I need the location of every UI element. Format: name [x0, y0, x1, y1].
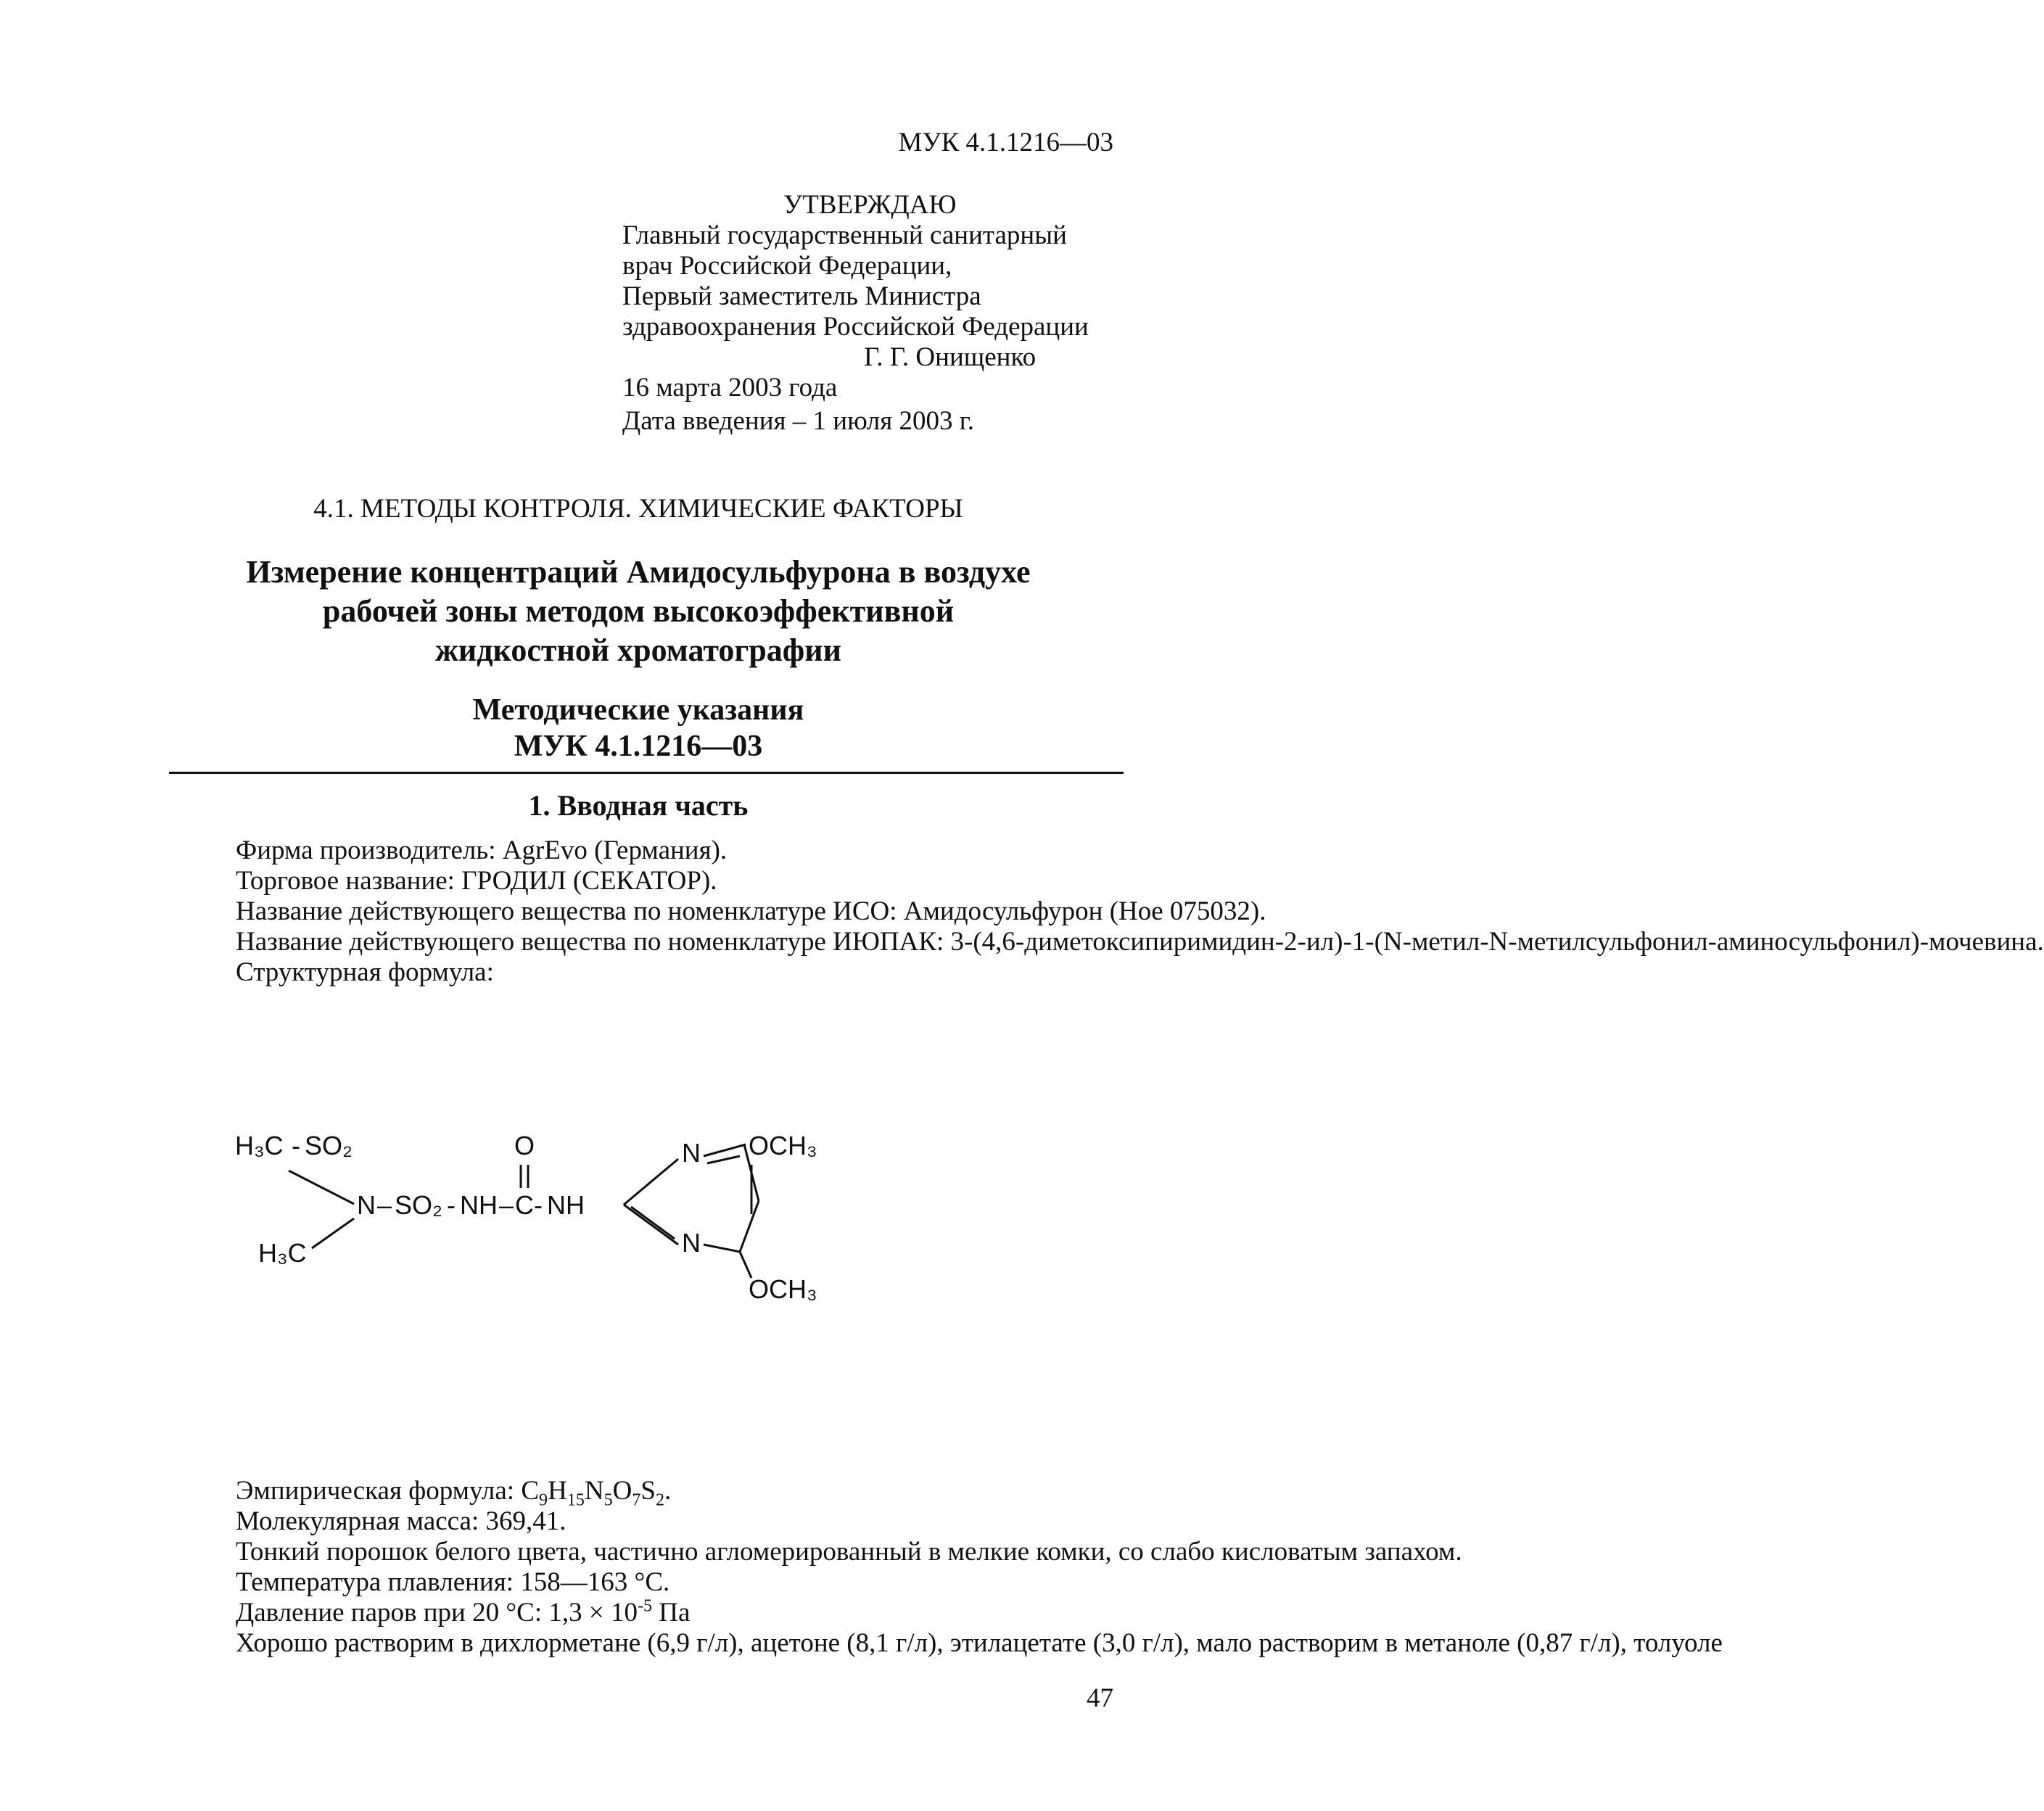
formula-dash: -: [447, 1190, 456, 1220]
appearance-paragraph: Тонкий порошок белого цвета, частично агломерированный в мелкие комки, со слабо кисловатым запахом.: [236, 1537, 1462, 1567]
subtitle-line: Методические указания: [472, 693, 804, 727]
empirical-end: .: [664, 1476, 672, 1506]
intro-heading: 1. Вводная часть: [528, 789, 749, 822]
title-line: жидкостной хроматографии: [435, 632, 841, 668]
approval-signatory: Г. Г. Онищенко: [864, 342, 1037, 372]
document-subtitle: [0, 692, 1277, 764]
iso-name-paragraph: Название действующего вещества по номенклатуре ИСО: Амидосульфурон (Hoe 075032).: [236, 896, 1266, 926]
empirical-element: C: [521, 1476, 540, 1506]
empirical-element: H: [548, 1476, 567, 1506]
formula-n-ring-top: N: [682, 1138, 701, 1168]
vapor-pressure-unit: Па: [652, 1598, 691, 1628]
empirical-element: N: [584, 1476, 604, 1506]
empirical-label: Эмпирическая формула:: [236, 1476, 522, 1506]
approval-position-line: врач Российской Федерации,: [622, 251, 952, 281]
empirical-count: 7: [632, 1490, 641, 1510]
empirical-element: O: [612, 1476, 632, 1506]
formula-dash: –: [499, 1190, 514, 1220]
title-line: Измерение концентраций Амидосульфурона в воздухе: [246, 554, 1031, 590]
approval-position-line: Главный государственный санитарный: [622, 220, 1067, 250]
formula-so2-mid: SO₂: [395, 1190, 442, 1220]
iupac-name-paragraph: Название действующего вещества по номенклатуре ИЮПАК: 3-(4,6-диметоксипиримидин-2-ил)-1-(N-метил-N-метилсульфонил-аминосульфонил)-мочевина.: [236, 927, 2044, 957]
page-number: 47: [1087, 1683, 1113, 1713]
properties-block: [169, 1476, 1723, 1659]
vapor-pressure-exponent: -5: [637, 1596, 653, 1616]
effective-date: Дата введения – 1 июля 2003 г.: [622, 406, 975, 436]
empirical-element: S: [640, 1476, 656, 1506]
document-code: МУК 4.1.1216—03: [898, 128, 1113, 157]
empirical-count: 2: [655, 1490, 664, 1510]
empirical-count: 5: [603, 1490, 613, 1510]
formula-h3c-top: H₃C: [235, 1131, 284, 1160]
formula-h3c-bottom: H₃C: [258, 1238, 307, 1268]
empirical-formula: [169, 1476, 1124, 1510]
trade-name-paragraph: Торговое название: ГРОДИЛ (СЕКАТОР).: [236, 866, 717, 896]
header-divider: [169, 772, 1124, 774]
approval-position-line: здравоохранения Российской Федерации: [622, 312, 1089, 342]
formula-n-left: N: [357, 1190, 376, 1220]
approval-block: [622, 190, 1089, 437]
approval-stamp: УТВЕРЖДАЮ: [783, 190, 957, 220]
formula-dash: –: [377, 1190, 392, 1220]
formula-c-center: C: [515, 1190, 534, 1220]
empirical-count: 9: [539, 1490, 548, 1510]
title-line: рабочей зоны методом высокоэффективной: [322, 593, 955, 629]
structural-formula-label: Структурная формула:: [236, 957, 494, 987]
formula-och3-bottom: OCH₃: [749, 1274, 817, 1304]
structural-formula-diagram: [232, 1129, 885, 1310]
formula-nh-1: NH: [460, 1190, 498, 1220]
empirical-count: 15: [566, 1490, 585, 1510]
formula-dash: -: [534, 1190, 543, 1220]
melting-point: Температура плавления: 158—163 °С.: [236, 1567, 670, 1597]
formula-och3-top: OCH₃: [749, 1131, 817, 1160]
approval-position-line: Первый заместитель Министра: [622, 281, 981, 311]
vapor-pressure: [169, 1598, 1124, 1628]
intro-text-block: [169, 836, 2044, 988]
formula-nh-2: NH: [547, 1190, 585, 1220]
vapor-pressure-text: Давление паров при 20 °С: 1,3 × 10: [236, 1598, 638, 1628]
document-title: [0, 553, 1277, 670]
formula-dash: -: [292, 1131, 300, 1160]
subtitle-line: МУК 4.1.1216—03: [514, 730, 763, 763]
formula-n-ring-bottom: N: [682, 1228, 701, 1258]
approval-date: 16 марта 2003 года: [622, 373, 838, 403]
formula-o-top: O: [514, 1131, 535, 1160]
solubility-paragraph: Хорошо растворим в дихлорметане (6,9 г/л), ацетоне (8,1 г/л), этилацетате (3,0 г/л), мало растворим в метаноле (0,87 г/л), толуоле: [236, 1628, 1723, 1658]
formula-so2-top: SO₂: [305, 1131, 353, 1160]
manufacturer-paragraph: Фирма производитель: AgrEvo (Германия).: [236, 836, 728, 865]
molar-mass: Молекулярная масса: 369,41.: [236, 1506, 566, 1536]
section-heading: 4.1. МЕТОДЫ КОНТРОЛЯ. ХИМИЧЕСКИЕ ФАКТОРЫ: [313, 494, 963, 524]
